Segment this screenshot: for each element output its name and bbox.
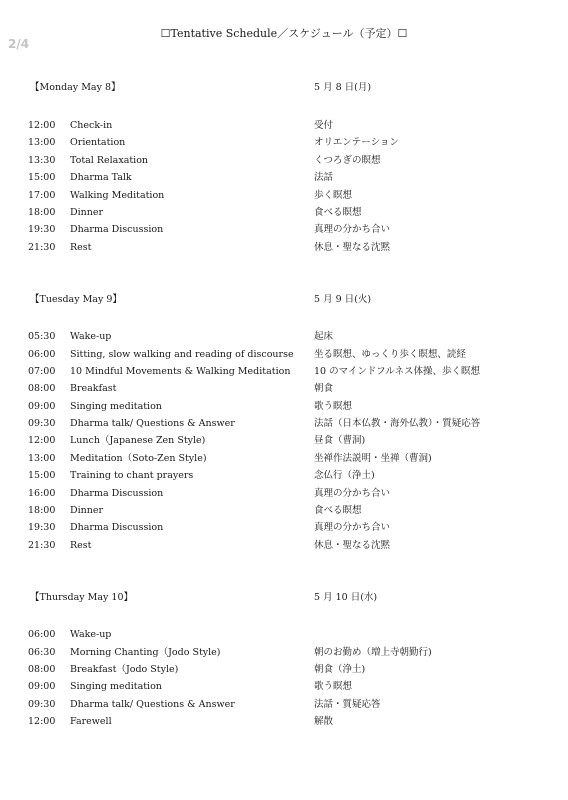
activity-en: Dinner — [70, 206, 104, 218]
activity-en: Dharma Discussion — [70, 487, 164, 499]
schedule-row — [28, 169, 558, 186]
activity-en: Meditation（Soto-Zen Style) — [70, 452, 207, 464]
schedule-row — [28, 485, 558, 502]
time: 15:00 — [28, 172, 56, 184]
schedule-row — [28, 537, 558, 554]
schedule-row — [28, 363, 558, 380]
activity-en: Lunch（Japanese Zen Style) — [70, 435, 206, 447]
time: 09:30 — [28, 698, 56, 710]
activity-en: Check-in — [70, 120, 113, 131]
activity-en: Wake-up — [70, 629, 112, 641]
page-title: ☐Tentative Schedule／スケジュール（予定）☐ — [160, 27, 408, 40]
day-header — [28, 590, 558, 606]
time: 21:30 — [28, 539, 56, 551]
time: 16:00 — [28, 487, 56, 499]
schedule-row — [28, 661, 558, 678]
activity-ja: 坐禅作法説明・坐禅（曹洞) — [314, 452, 432, 464]
activity-ja: 休息・聖なる沈黙 — [314, 539, 391, 551]
schedule-day-monday — [28, 80, 558, 256]
schedule-row — [28, 519, 558, 536]
activity-ja: オリエンテーション — [314, 137, 399, 149]
day-header-ja: 5 月 8 日(月) — [314, 82, 372, 93]
day-header-en: 【Monday May 8】 — [30, 82, 121, 93]
schedule-row — [28, 502, 558, 519]
time: 19:30 — [28, 224, 56, 236]
activity-en: Singing meditation — [70, 400, 162, 412]
activity-ja: 起床 — [314, 331, 334, 343]
activity-en: Breakfast（Jodo Style) — [70, 663, 179, 675]
schedule-row — [28, 380, 558, 397]
activity-ja: 念仏行（浄土) — [314, 470, 375, 482]
day-header-en: 【Tuesday May 9】 — [30, 294, 122, 306]
activity-ja: 受付 — [314, 120, 334, 131]
activity-ja: 歩く瞑想 — [314, 189, 353, 201]
time: 12:00 — [28, 716, 56, 728]
time: 06:00 — [28, 629, 56, 641]
activity-ja: 真理の分かち合い — [314, 487, 391, 499]
schedule-row — [28, 398, 558, 415]
page-indicator: 2/4 — [8, 37, 30, 51]
schedule-row — [28, 204, 558, 221]
time: 17:00 — [28, 189, 56, 201]
activity-ja: 食べる瞑想 — [314, 505, 362, 517]
schedule-row — [28, 346, 558, 363]
time: 08:00 — [28, 663, 56, 675]
schedule-rows — [28, 626, 558, 730]
schedule-rows — [28, 328, 558, 554]
time: 09:00 — [28, 681, 56, 693]
schedule-row — [28, 187, 558, 204]
schedule-row — [28, 117, 558, 134]
activity-en: Wake-up — [70, 331, 112, 343]
activity-en: Orientation — [70, 137, 126, 149]
time: 06:30 — [28, 646, 56, 658]
time: 08:00 — [28, 383, 56, 395]
schedule-row — [28, 713, 558, 730]
activity-ja: 坐る瞑想、ゆっくり歩く瞑想、読経 — [314, 348, 466, 360]
activity-ja: 法話（日本仏教・海外仏教）・質疑応答 — [314, 418, 481, 430]
activity-ja: 法話・質疑応答 — [314, 698, 381, 710]
schedule-row — [28, 221, 558, 238]
activity-en: Dharma talk/ Questions & Answer — [70, 418, 235, 430]
activity-ja: 歌う瞑想 — [314, 400, 353, 412]
activity-en: Walking Meditation — [70, 189, 165, 201]
schedule-row — [28, 696, 558, 713]
time: 07:00 — [28, 365, 56, 377]
schedule-row — [28, 626, 558, 643]
activity-ja: 真理の分かち合い — [314, 224, 391, 236]
time: 05:30 — [28, 331, 56, 343]
activity-ja: 朝食 — [314, 383, 334, 395]
activity-en: Farewell — [70, 716, 112, 728]
activity-en: Morning Chanting（Jodo Style) — [70, 646, 221, 658]
schedule-row — [28, 432, 558, 449]
activity-en: Dharma Discussion — [70, 522, 164, 534]
activity-ja: 法話 — [314, 172, 334, 184]
activity-en: Rest — [70, 539, 92, 551]
schedule — [28, 80, 558, 731]
activity-ja: 食べる瞑想 — [314, 206, 362, 218]
time: 09:00 — [28, 400, 56, 412]
time: 13:30 — [28, 154, 56, 166]
time: 12:00 — [28, 120, 56, 131]
day-header-ja: 5 月 9 日(火) — [314, 294, 372, 306]
time: 15:00 — [28, 470, 56, 482]
schedule-rows — [28, 117, 558, 256]
time: 21:30 — [28, 241, 56, 253]
schedule-day-thursday — [28, 590, 558, 730]
activity-en: Dharma Discussion — [70, 224, 164, 236]
time: 13:00 — [28, 137, 56, 149]
schedule-day-tuesday — [28, 292, 558, 554]
time: 18:00 — [28, 505, 56, 517]
schedule-row — [28, 134, 558, 151]
schedule-row — [28, 152, 558, 169]
schedule-row — [28, 644, 558, 661]
activity-en: 10 Mindful Movements & Walking Meditation — [70, 365, 291, 377]
day-header-en: 【Thursday May 10】 — [30, 592, 133, 604]
activity-en: Breakfast — [70, 383, 117, 395]
activity-ja: 歌う瞑想 — [314, 681, 353, 693]
day-header-ja: 5 月 10 日(水) — [314, 592, 378, 604]
time: 13:00 — [28, 452, 56, 464]
time: 12:00 — [28, 435, 56, 447]
activity-ja: 休息・聖なる沈黙 — [314, 241, 391, 253]
activity-en: Total Relaxation — [70, 154, 149, 166]
schedule-row — [28, 328, 558, 345]
activity-en: Dharma Talk — [70, 172, 132, 184]
schedule-row — [28, 415, 558, 432]
activity-en: Sitting, slow walking and reading of discourse — [70, 348, 294, 360]
activity-ja: くつろぎの瞑想 — [314, 154, 381, 166]
day-header — [28, 292, 558, 308]
activity-en: Dharma talk/ Questions & Answer — [70, 698, 235, 710]
activity-ja: 真理の分かち合い — [314, 522, 391, 534]
activity-ja: 10 のマインドフルネス体操、歩く瞑想 — [314, 365, 480, 377]
time: 19:30 — [28, 522, 56, 534]
activity-en: Dinner — [70, 505, 104, 517]
activity-en: Singing meditation — [70, 681, 162, 693]
activity-en: Training to chant prayers — [70, 470, 194, 482]
schedule-row — [28, 467, 558, 484]
activity-ja: 朝のお勤め（増上寺朝勤行) — [314, 646, 432, 658]
time: 06:00 — [28, 348, 56, 360]
activity-en: Rest — [70, 241, 92, 253]
schedule-row — [28, 678, 558, 695]
schedule-row — [28, 239, 558, 256]
activity-ja: 昼食（曹洞) — [314, 435, 366, 447]
time: 09:30 — [28, 418, 56, 430]
activity-ja: 朝食（浄土) — [314, 663, 366, 675]
activity-ja: 解散 — [314, 716, 334, 728]
day-header — [28, 80, 558, 96]
schedule-row — [28, 450, 558, 467]
time: 18:00 — [28, 206, 56, 218]
